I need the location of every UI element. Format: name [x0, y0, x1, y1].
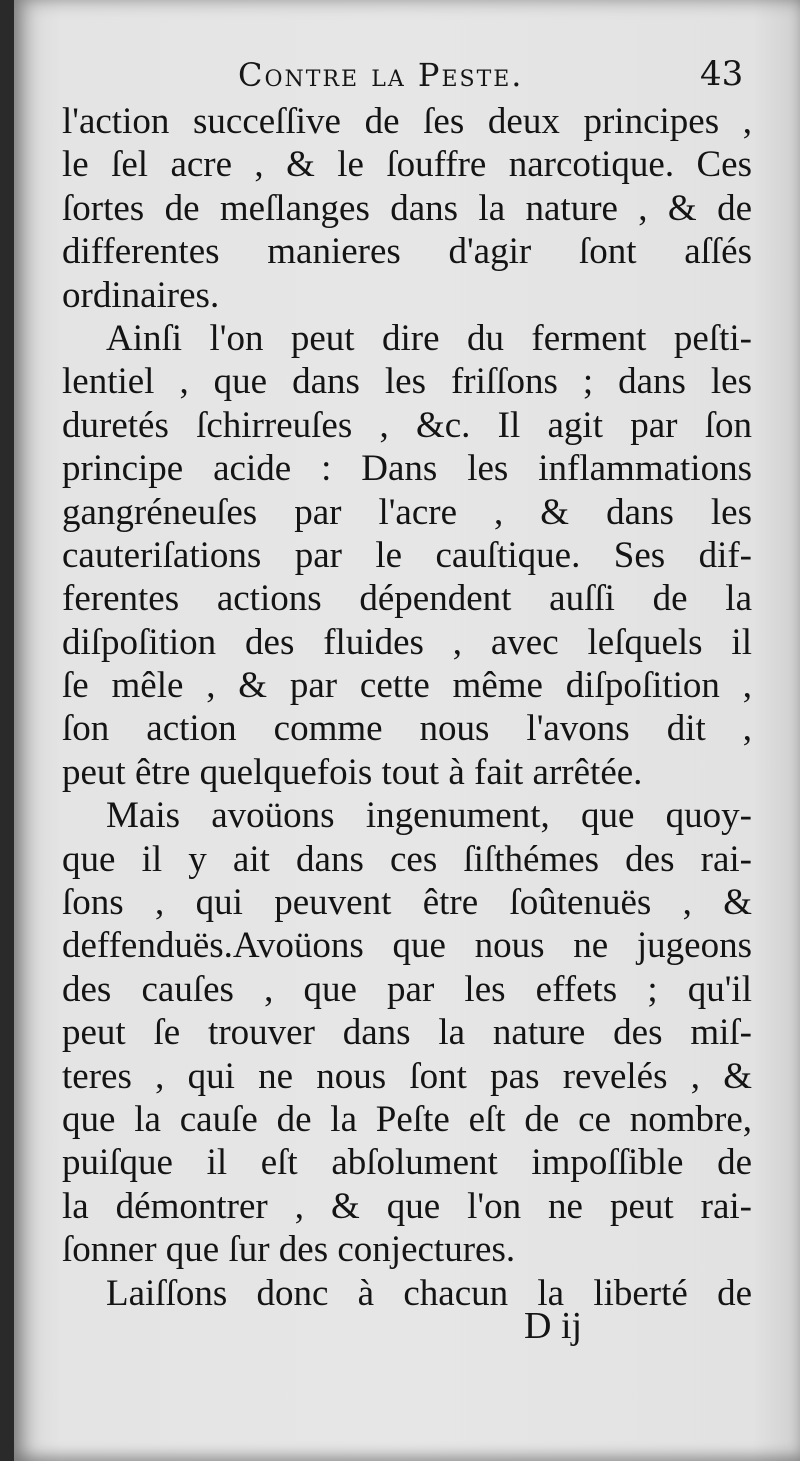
- text-line: deffenduës.Avoüons que nous ne jugeons: [62, 925, 752, 967]
- book-page: [14, 0, 800, 1461]
- text-line: ſonner que ſur des conjectures.: [62, 1229, 516, 1271]
- text-line: Mais avoüons ingenument, que quoy-: [106, 795, 752, 837]
- text-line: peut être quelquefois tout à fait arrêtée.: [62, 751, 643, 793]
- page-header: [14, 52, 800, 100]
- text-line: gangréneuſes par l'acre , & dans les: [62, 491, 752, 533]
- text-line: ordinaires.: [62, 274, 220, 316]
- text-line: ferentes actions dépendent auſſi de la: [62, 578, 752, 620]
- text-line: ſortes de meſlanges dans la nature , & de: [62, 187, 752, 229]
- text-line: le ſel acre , & le ſouffre narcotique. Ces: [62, 144, 752, 186]
- text-line: duretés ſchirreuſes , &c. Il agit par ſon: [62, 404, 752, 446]
- text-line: Ainſi l'on peut dire du ferment peſti-: [106, 317, 752, 359]
- page-number: 43: [700, 54, 744, 94]
- text-line: l'action succeſſive de ſes deux principes ,: [62, 101, 752, 142]
- text-line: teres , qui ne nous ſont pas revelés , &: [62, 1055, 752, 1097]
- text-line: principe acide : Dans les inflammations: [62, 448, 752, 490]
- text-line: differentes manieres d'agir ſont aſſés: [62, 231, 752, 273]
- text-line: lentiel , que dans les friſſons ; dans les: [62, 361, 752, 403]
- text-line: ſon action comme nous l'avons dit ,: [62, 708, 752, 750]
- text-line: ſe mêle , & par cette même diſpoſition ,: [62, 665, 752, 707]
- text-line: des cauſes , que par les effets ; qu'il: [62, 968, 752, 1010]
- running-head: Contre la Peste.: [238, 56, 524, 94]
- body-text: [62, 100, 752, 1315]
- text-line: que la cauſe de la Peſte eſt de ce nombre,: [62, 1098, 752, 1140]
- text-line: peut ſe trouver dans la nature des miſ-: [62, 1012, 752, 1054]
- signature-mark: D ij: [524, 1305, 583, 1347]
- text-line: diſpoſition des fluides , avec leſquels il: [62, 621, 752, 663]
- text-line: puiſque il eſt abſolument impoſſible de: [62, 1142, 752, 1184]
- text-line: Laiſſons donc à chacun la liberté de: [106, 1272, 752, 1314]
- text-line: que il y ait dans ces ſiſthémes des rai-: [62, 838, 752, 880]
- text-line: ſons , qui peuvent être ſoûtenuës , &: [62, 882, 752, 924]
- text-line: cauteriſations par le cauſtique. Ses dif-: [62, 534, 752, 576]
- text-line: la démontrer , & que l'on ne peut rai-: [62, 1185, 752, 1227]
